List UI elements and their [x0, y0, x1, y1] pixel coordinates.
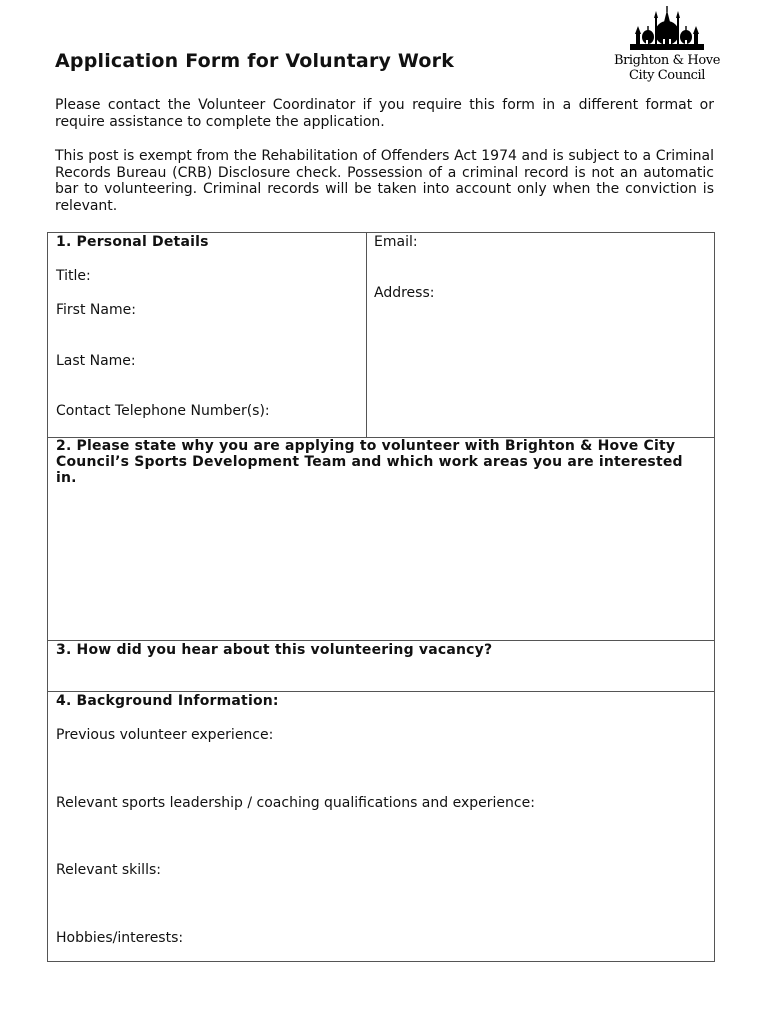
royal-pavilion-silhouette-icon [628, 6, 706, 52]
skills-field-label[interactable]: Relevant skills: [56, 862, 161, 878]
hobbies-field-label[interactable]: Hobbies/interests: [56, 930, 184, 946]
qualifications-field-label[interactable]: Relevant sports leadership / coaching qualifications and experience: [56, 795, 535, 811]
last-name-field-label[interactable]: Last Name: [56, 353, 136, 369]
logo-line-1: Brighton & Hove [613, 53, 721, 68]
page-title: Application Form for Voluntary Work [55, 50, 455, 72]
email-field-label[interactable]: Email: [374, 234, 418, 250]
council-logo [612, 6, 722, 88]
intro-paragraph-contact: Please contact the Volunteer Coordinator if you require this form in a different format or require assistance to complete the application. [55, 97, 714, 130]
address-field-label[interactable]: Address: [374, 285, 435, 301]
section4-heading: 4. Background Information: [56, 693, 279, 709]
title-field-label[interactable]: Title: [56, 268, 91, 284]
section3-heading: 3. How did you hear about this volunteering vacancy? [56, 642, 493, 658]
section-divider-2 [48, 640, 714, 641]
first-name-field-label[interactable]: First Name: [56, 302, 136, 318]
council-logo-text [612, 53, 722, 83]
previous-experience-field-label[interactable]: Previous volunteer experience: [56, 727, 274, 743]
intro-paragraph-exemption: This post is exempt from the Rehabilitation of Offenders Act 1974 and is subject to a Criminal Records Bureau (CRB) Disclosure check. Possession of a criminal record is not an automatic bar to volunteering. Criminal records will be taken into account only when the conviction is relevant. [55, 148, 714, 214]
application-form-table [47, 232, 715, 962]
section1-heading: 1. Personal Details [56, 234, 209, 250]
section1-column-divider [366, 233, 367, 437]
section2-heading: 2. Please state why you are applying to volunteer with Brighton & Hove City Council’s Sports Development Team and which work areas you are interested in. [56, 438, 683, 486]
logo-line-2: City Council [628, 68, 706, 83]
section-divider-3 [48, 691, 714, 692]
telephone-field-label[interactable]: Contact Telephone Number(s): [56, 403, 270, 419]
